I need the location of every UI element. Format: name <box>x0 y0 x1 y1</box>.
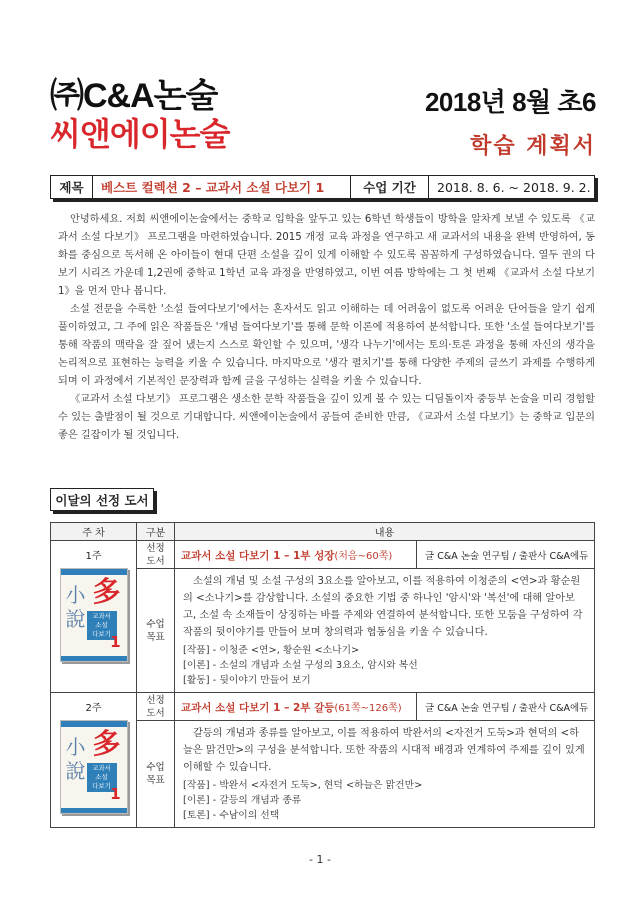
cover-big-char: 多 <box>92 575 121 608</box>
header-week: 주 차 <box>51 523 137 541</box>
logo-english: ㈜C&A논술 <box>50 77 218 115</box>
section-title: 이달의 선정 도서 <box>50 488 154 511</box>
period-value: 2018. 8. 6. ~ 2018. 9. 2. <box>437 179 591 195</box>
cover-number: 1 <box>110 785 121 803</box>
intro-paragraph: 안녕하세요. 저희 씨앤에이논술에서는 중학교 입학을 앞두고 있는 6학년 학생들이 방학을 알차게 보낼 수 있도록 《교과서 소설 다보기》 프로그램을 마련하였습니다. 2015 개정 교육 과정을 연구하고 새 교과서의 내용을 완벽 반영하여, 동화를 중심으로 독서해 온 아이들이 현대 단편 소설을 깊이 있게 이해할 수 있도록 꼼꼼하게 구성하였습니다. 열두 권의 다보기 시리즈 가운데 1,2권에 중학교 1학년 교육 과정을 반영하였고, 이번 여름 방학에는 그 첫 번째 《교과서 소설 다보기 1》을 먼저 만나 봅니다. <box>58 214 595 297</box>
goal-content <box>175 569 595 693</box>
header-content: 내용 <box>175 523 595 541</box>
book-meta: 글 C&A 논술 연구팀 / 출판사 C&A에듀 <box>417 541 595 569</box>
intro-text <box>58 211 595 445</box>
list-item: [이론] - 소설의 개념과 소설 구성의 3요소, 암시와 복선 <box>183 660 418 671</box>
goal-content <box>175 721 595 828</box>
cover-stripe <box>61 656 127 661</box>
intro-paragraph: 소설 전문을 수록한 '소설 들여다보기'에서는 혼자서도 읽고 이해하는 데 어려움이 없도록 어려운 단어들을 알기 쉽게 풀이하였고, 그 주에 읽은 작품들은 '개념 들여다보기'를 통해 문학 이론에 적용하여 분석합니다. 또한 '소설 들여다보기'를 통해 작품의 맥락을 잘 짚어 냈는지 스스로 확인할 수 있으며, '생각 나누기'에서는 토의·토론 과정을 통해 자신의 생각을 논리적으로 표현하는 능력을 키울 수 있습니다. 마지막으로 '생각 펼치기'를 통해 다양한 주제의 글쓰기 과제를 수행하게 되며 이 과정에서 기본적인 문장력과 함께 글을 구성하는 실력을 키울 수 있습니다. <box>58 304 595 387</box>
book-table <box>50 522 595 828</box>
goal-items <box>183 643 586 688</box>
book-name: 교과서 소설 다보기 1 – 1부 성장 <box>181 549 335 562</box>
book-title-cell <box>175 693 417 721</box>
book-meta: 글 C&A 논술 연구팀 / 출판사 C&A에듀 <box>417 693 595 721</box>
week-cell <box>51 541 137 693</box>
list-item: [활동] - 뒷이야기 만들어 보기 <box>183 675 311 686</box>
table-row <box>51 693 595 721</box>
period-label: 수업 기간 <box>351 176 429 198</box>
cover-side-text: 小說 <box>65 583 86 631</box>
subject-bar <box>50 175 595 199</box>
cover-number: 1 <box>110 633 121 651</box>
book-cover-image <box>60 568 128 662</box>
cover-big-char: 多 <box>92 727 121 760</box>
table-header-row <box>51 523 595 541</box>
header-kind: 구분 <box>137 523 175 541</box>
kind-book: 선정 도서 <box>137 693 175 721</box>
list-item: [작품] - 박완서 <자전거 도둑>, 현덕 <하늘은 맑건만> <box>183 780 423 791</box>
book-cover-image <box>60 720 128 814</box>
date-grade: 2018년 8월 초6 <box>424 87 596 117</box>
page-number: - 1 - <box>309 853 331 866</box>
goal-items <box>183 778 586 823</box>
subject-title: 베스트 컬렉션 2 – 교과서 소설 다보기 1 <box>93 176 351 198</box>
cover-label: 교과서 소설 다보기 <box>87 763 117 792</box>
header-info <box>425 82 596 160</box>
intro-paragraph: 《교과서 소설 다보기》 프로그램은 생소한 문학 작품들을 깊이 있게 볼 수 있는 디딤돌이자 중등부 논술을 미리 경험할 수 있는 출발점이 될 것으로 기대합니다. 씨앤에이논술에서 공들여 준비한 만큼, 《교과서 소설 다보기》는 중학교 입문의 좋은 길잡이가 될 것입니다. <box>58 394 595 441</box>
subject-label: 제목 <box>51 176 93 198</box>
book-title-cell <box>175 541 417 569</box>
cover-label: 교과서 소설 다보기 <box>87 611 117 640</box>
cover-side-text: 小說 <box>65 735 86 783</box>
list-item: [토론] - 수남이의 선택 <box>183 810 280 821</box>
list-item: [작품] - 이청준 <연>, 황순원 <소나기> <box>183 645 360 656</box>
week-cell <box>51 693 137 828</box>
plan-title: 학습 계획서 <box>470 134 596 159</box>
goal-description: 갈등의 개념과 종류를 알아보고, 이를 적용하여 박완서의 <자전거 도둑>과 현덕의 <하늘은 맑건만>의 구성을 분석합니다. 또한 작품의 시대적 배경과 연계하여 주제를 깊이 있게 이해할 수 있습니다. <box>183 728 585 773</box>
kind-book: 선정 도서 <box>137 541 175 569</box>
list-item: [이론] - 갈등의 개념과 종류 <box>183 795 302 806</box>
goal-description: 소설의 개념 및 소설 구성의 3요소를 알아보고, 이를 적용하여 이청준의 <연>과 황순원의 <소나기>를 감상합니다. 소설의 중요한 기법 중 하나인 '암시'와 '복선'에 대해 알아보고, 소설 속 소재들이 상징하는 바를 주제와 연결하여 분석합니다. 또한 모둠을 구성하여 각 작품의 뒷이야기를 만들어 보며 창의력과 협동심을 키울 수 있습니다. <box>183 576 583 638</box>
cover-stripe <box>61 808 127 813</box>
book-pages: (처음~60쪽) <box>334 550 393 562</box>
week-label: 2주 <box>85 703 102 714</box>
kind-goal: 수업 목표 <box>137 569 175 693</box>
book-pages: (61쪽~126쪽) <box>334 702 402 714</box>
table-row <box>51 541 595 569</box>
kind-goal: 수업 목표 <box>137 721 175 828</box>
company-logo <box>50 78 229 152</box>
book-name: 교과서 소설 다보기 1 – 2부 갈등 <box>181 701 335 714</box>
week-label: 1주 <box>85 551 102 562</box>
logo-korean: 씨앤에이논술 <box>50 116 230 152</box>
